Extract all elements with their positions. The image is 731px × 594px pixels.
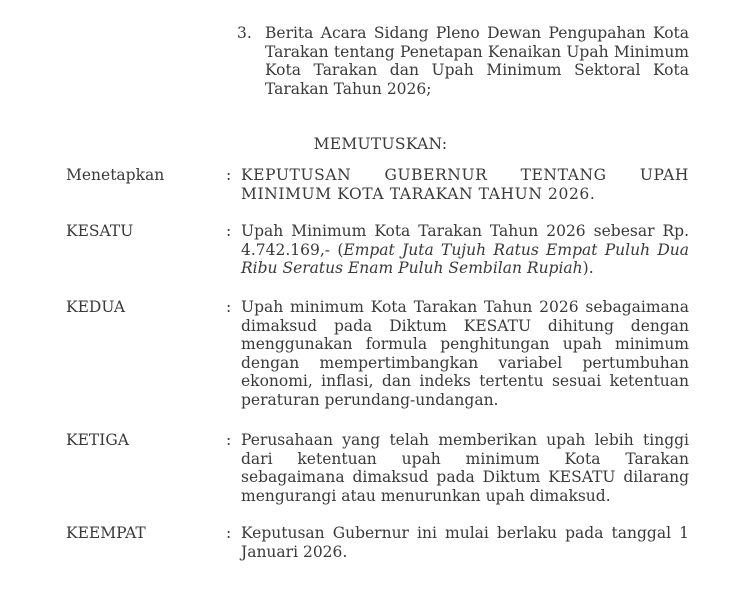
menetapkan-text: KEPUTUSAN GUBERNUR TENTANG UPAH MINIMUM KOTA TARAKAN TAHUN 2026. bbox=[241, 166, 689, 203]
ketiga-label: KETIGA bbox=[66, 431, 129, 449]
kesatu-text-end: ). bbox=[582, 259, 594, 277]
keempat-label: KEEMPAT bbox=[66, 524, 146, 542]
kesatu-label: KESATU bbox=[66, 222, 134, 240]
kedua-colon: : bbox=[226, 298, 232, 316]
menetapkan-label: Menetapkan bbox=[66, 166, 165, 184]
item-number: 3. bbox=[237, 24, 252, 42]
ketiga-colon: : bbox=[226, 431, 232, 449]
keempat-text: Keputusan Gubernur ini mulai berlaku pada tanggal 1 Januari 2026. bbox=[241, 524, 689, 561]
kedua-text: Upah minimum Kota Tarakan Tahun 2026 sebagaimana dimaksud pada Diktum KESATU dihitung dengan menggunakan formula penghitungan upah minimum dengan mempertimbangkan variabel pertumbuhan ekonomi, inflasi, dan indeks tertentu sesuai ketentuan peraturan perundang-undangan. bbox=[241, 298, 689, 409]
keempat-colon: : bbox=[226, 524, 232, 542]
memutuskan-heading: MEMUTUSKAN: bbox=[313, 135, 448, 153]
kesatu-text-plain: Upah Minimum Kota Tarakan Tahun 2026 sebesar Rp. 4.742.169,- ( bbox=[241, 222, 689, 259]
kesatu-text-italic: Empat Juta Tujuh Ratus Empat Puluh Dua Ribu Seratus Enam Puluh Sembilan Rupiah bbox=[241, 240, 689, 277]
ketiga-text: Perusahaan yang telah memberikan upah lebih tinggi dari ketentuan upah minimum Kota Tarakan sebagaimana dimaksud pada Diktum KESATU dilarang mengurangi atau menurunkan upah dimaksud. bbox=[241, 431, 689, 505]
item-3-text: Berita Acara Sidang Pleno Dewan Pengupahan Kota Tarakan tentang Penetapan Kenaikan Upah Minimum Kota Tarakan dan Upah Minimum Sektoral Kota Tarakan Tahun 2026; bbox=[265, 24, 689, 98]
kedua-label: KEDUA bbox=[66, 298, 126, 316]
kesatu-colon: : bbox=[226, 222, 232, 240]
kesatu-text bbox=[241, 222, 689, 278]
menetapkan-colon: : bbox=[226, 166, 232, 184]
